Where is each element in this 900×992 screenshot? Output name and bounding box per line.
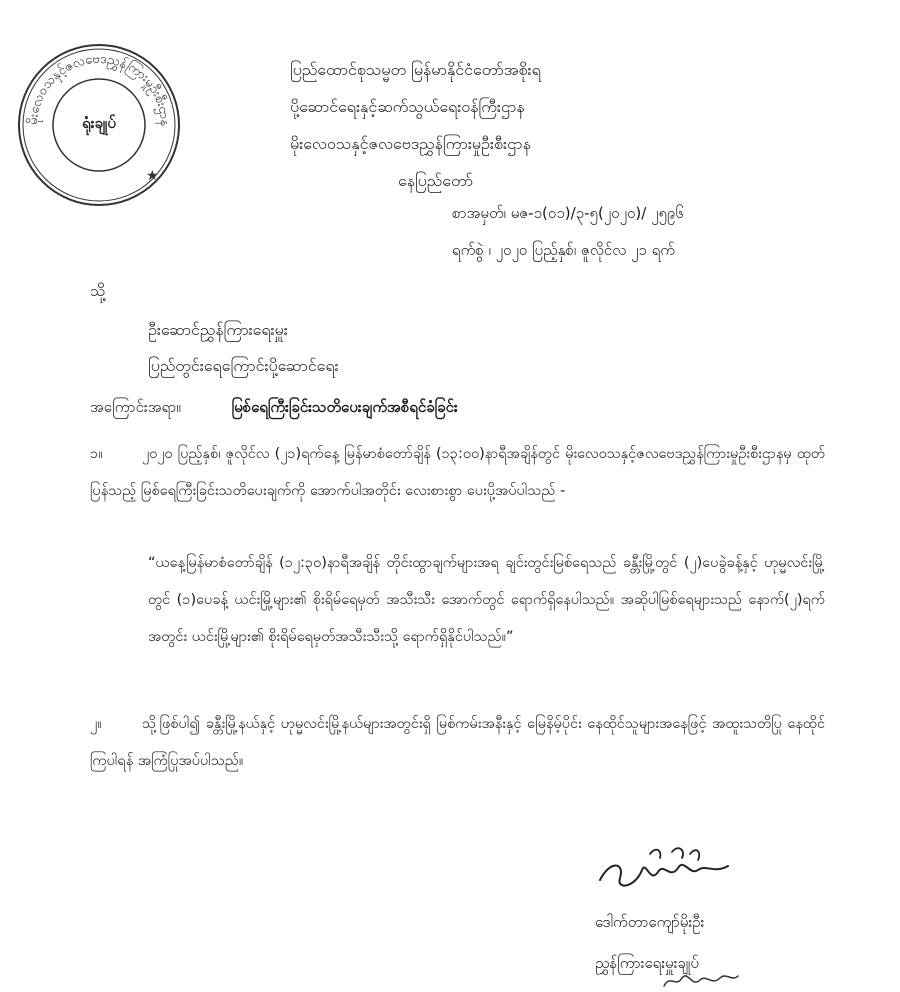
seal-center-text: ရုံးချုပ် bbox=[82, 114, 116, 132]
header-ministry: ပို့ဆောင်ရေးနှင့်ဆက်သွယ်ရေးဝန်ကြီးဌာန bbox=[290, 97, 525, 116]
paragraph-1-number: ၁။ bbox=[90, 446, 103, 462]
paragraph-2 bbox=[90, 706, 825, 780]
subject-line bbox=[90, 398, 458, 420]
svg-text:မိုးလေဝသနှင့်ဇလဗေဒညွှန်ကြားမှု: မိုးလေဝသနှင့်ဇလဗေဒညွှန်ကြားမှုဦးစီးဌာန bbox=[25, 51, 173, 127]
header-government: ပြည်ထောင်စုသမ္မတ မြန်မာနိုင်ငံတော်အစိုးရ bbox=[290, 60, 541, 79]
subject-text: မြစ်ရေကြီးခြင်းသတိပေးချက်အစီရင်ခံခြင်း bbox=[231, 398, 458, 416]
header-department: မိုးလေဝသနှင့်ဇလဗေဒညွှန်ကြားမှုဦးစီးဌာန bbox=[290, 134, 531, 153]
letter-number: စာအမှတ်၊ မဇ-၁(၀၁)/၃-၅(၂၀၂၀)/ ၂၅၉၆ bbox=[452, 204, 684, 222]
paragraph-1 bbox=[90, 436, 825, 510]
initials-scribble bbox=[660, 968, 740, 992]
paragraph-2-text: သို့ဖြစ်ပါ၍ ခန္တီးမြို့နယ်နှင့် ဟုမ္မလင်းမြို့နယ်များအတွင်းရှိ မြစ်ကမ်းအနီးနှင့် မြေနိမ့်ပိုင်း နေထိုင်သူများအနေဖြင့် အထူးသတိပြု နေထိုင်ကြပါရန် အကြံပြုအပ်ပါသည်။ bbox=[90, 716, 825, 769]
paragraph-1-text: ၂၀၂၀ ပြည့်နှစ်၊ ဇူလိုင်လ (၂၁)ရက်နေ့ မြန်မာစံတော်ချိန် (၁၃:၀၀)နာရီအချိန်တွင် မိုးလေဝသနှင့်ဇလဗေဒညွှန်ကြားမှုဦးစီးဌာနမှ ထုတ်ပြန်သည့် မြစ်ရေကြီးခြင်းသတိပေးချက်ကို အောက်ပါအတိုင်း လေးစားစွာ ပေးပို့အပ်ပါသည် - bbox=[90, 446, 825, 499]
addressee-org: ပြည်တွင်းရေကြောင်းပို့ဆောင်ရေး bbox=[148, 356, 339, 375]
warning-quote: “ယနေ့မြန်မာစံတော်ချိန် (၁၂:၃၀)နာရီအချိန် တိုင်းထွာချက်များအရ ချင်းတွင်းမြစ်ရေသည် ခန္တီးမြို့တွင် (၂)ပေခွဲခန့်နှင့် ဟုမ္မလင်းမြို့တွင် (၁)ပေခန့် ယင်းမြို့များ၏ စိုးရိမ်ရေမှတ် အသီးသီး အောက်တွင် ရောက်ရှိနေပါသည်။ အဆိုပါမြစ်ရေများသည် နောက်(၂)ရက်အတွင်း ယင်းမြို့များ၏ စိုးရိမ်ရေမှတ်အသီးသီးသို့ ရောက်ရှိနိုင်ပါသည်။” bbox=[148, 555, 825, 645]
addressee-title: ဦးဆောင်ညွှန်ကြားရေးမှူး bbox=[148, 320, 288, 339]
subject-label: အကြောင်းအရာ။ bbox=[90, 398, 181, 416]
official-seal bbox=[14, 40, 184, 210]
paragraph-2-number: ၂။ bbox=[90, 716, 102, 732]
to-label: သို့ bbox=[90, 281, 106, 300]
signatory-name: ဒေါက်တာကျော်မိုးဦး bbox=[595, 913, 705, 931]
svg-text:★: ★ bbox=[146, 168, 159, 184]
letter-date: ရက်စွဲ ၊ ၂၀၂၀ ပြည့်နှစ်၊ ဇူလိုင်လ ၂၁ ရက် bbox=[452, 241, 675, 259]
header-city: နေပြည်တော် bbox=[398, 171, 474, 190]
signatory-title: ညွှန်ကြားရေးမှူးချုပ် bbox=[595, 954, 699, 972]
signature-scribble bbox=[590, 840, 740, 900]
